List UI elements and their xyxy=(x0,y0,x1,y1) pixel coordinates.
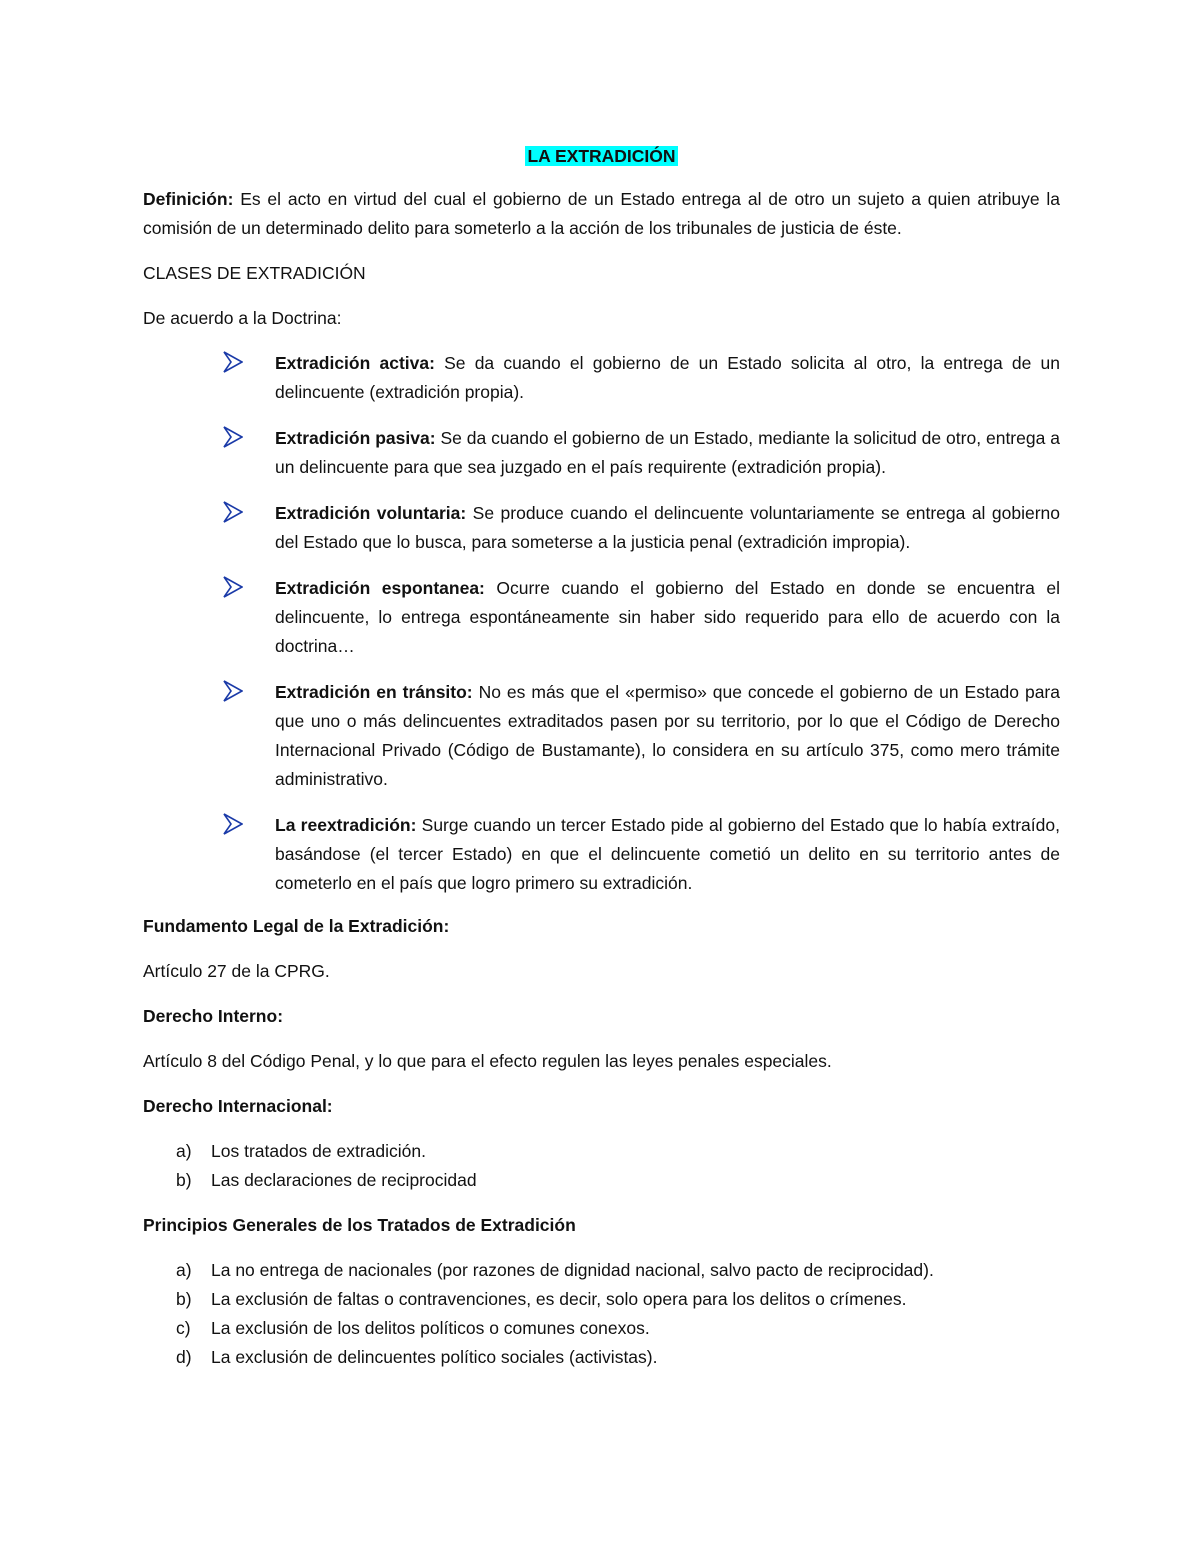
bullet-label: Extradición pasiva: xyxy=(275,428,436,448)
internal-law-text: Artículo 8 del Código Penal, y lo que para el efecto regulen las leyes penales especiales. xyxy=(143,1051,832,1071)
list-item xyxy=(143,1343,1060,1372)
legal-basis-heading: Fundamento Legal de la Extradición: xyxy=(143,916,450,936)
list-marker: b) xyxy=(176,1170,192,1190)
list-item-text: La exclusión de delincuentes político sociales (activistas). xyxy=(211,1347,658,1367)
page-title: LA EXTRADICIÓN xyxy=(527,146,676,166)
list-item xyxy=(143,1314,1060,1343)
bullet-label: Extradición voluntaria: xyxy=(275,503,467,523)
definition-text: Es el acto en virtud del cual el gobierno de un Estado entrega al de otro un sujeto a quien atribuye la comisión de un determinado delito para someterlo a la acción de los tribunales de justicia de éste. xyxy=(143,189,1060,238)
doctrine-intro: De acuerdo a la Doctrina: xyxy=(143,308,342,328)
bullet-text: Se da cuando el gobierno de un Estado, mediante la solicitud de otro, entrega a un delincuente para que sea juzgado en el país requirente (extradición propia). xyxy=(275,428,1060,477)
list-item-text: Los tratados de extradición. xyxy=(211,1141,426,1161)
arrowhead-bullet-icon xyxy=(223,351,243,373)
international-law-heading: Derecho Internacional: xyxy=(143,1096,333,1116)
bullet-label: Extradición en tránsito: xyxy=(275,682,473,702)
extradition-types-list xyxy=(143,349,1060,898)
bullet-label: Extradición espontanea: xyxy=(275,578,485,598)
list-marker: a) xyxy=(176,1141,192,1161)
list-marker: a) xyxy=(176,1260,192,1280)
document-body xyxy=(143,142,1060,1388)
definition-label: Definición: xyxy=(143,189,234,209)
legal-basis-text: Artículo 27 de la CPRG. xyxy=(143,961,330,981)
bullet-text: No es más que el «permiso» que concede el gobierno de un Estado para que uno o más delincuentes extraditados pasen por su territorio, por lo que el Código de Derecho Internacional Privado (Código de Bustamante), lo considera en su artículo 375, como mero trámite administrativo. xyxy=(275,682,1060,789)
bullet-label: La reextradición: xyxy=(275,815,417,835)
list-marker: b) xyxy=(176,1289,192,1309)
principles-heading: Principios Generales de los Tratados de Extradición xyxy=(143,1215,576,1235)
bullet-text: Se produce cuando el delincuente voluntariamente se entrega al gobierno del Estado que lo busca, para someterse a la justicia penal (extradición impropia). xyxy=(275,503,1061,552)
internal-law-heading: Derecho Interno: xyxy=(143,1006,284,1026)
arrowhead-bullet-icon xyxy=(223,813,243,835)
list-item-text: La exclusión de faltas o contravenciones, es decir, solo opera para los delitos o crímenes. xyxy=(211,1289,907,1309)
list-item xyxy=(143,1256,1060,1285)
list-item-text: La no entrega de nacionales (por razones de dignidad nacional, salvo pacto de reciprocidad). xyxy=(211,1260,934,1280)
bullet-text: Se da cuando el gobierno de un Estado solicita al otro, la entrega de un delincuente (extradición propia). xyxy=(275,353,1060,402)
international-law-list xyxy=(143,1137,1060,1195)
arrowhead-bullet-icon xyxy=(223,426,243,448)
list-marker: d) xyxy=(176,1347,192,1367)
bullet-label: Extradición activa: xyxy=(275,353,435,373)
arrowhead-bullet-icon xyxy=(223,576,243,598)
classes-heading: CLASES DE EXTRADICIÓN xyxy=(143,263,366,283)
principles-list xyxy=(143,1256,1060,1372)
list-item xyxy=(143,574,1060,661)
list-item xyxy=(143,811,1060,898)
definition-paragraph xyxy=(143,185,1060,243)
list-item xyxy=(143,1285,1060,1314)
bullet-text: Surge cuando un tercer Estado pide al gobierno del Estado que lo había extraído, basándose (el tercer Estado) en que el delincuente cometió un delito en su territorio antes de cometerlo en el país que logro primero su extradición. xyxy=(275,815,1060,893)
list-marker: c) xyxy=(176,1318,191,1338)
list-item xyxy=(143,1137,1060,1166)
arrowhead-bullet-icon xyxy=(223,501,243,523)
arrowhead-bullet-icon xyxy=(223,680,243,702)
list-item xyxy=(143,499,1060,557)
list-item xyxy=(143,349,1060,407)
bullet-text: Ocurre cuando el gobierno del Estado en donde se encuentra el delincuente, lo entrega espontáneamente sin haber sido requerido para ello de acuerdo con la doctrina… xyxy=(275,578,1060,656)
list-item-text: La exclusión de los delitos políticos o comunes conexos. xyxy=(211,1318,650,1338)
list-item xyxy=(143,424,1060,482)
list-item xyxy=(143,678,1060,794)
list-item xyxy=(143,1166,1060,1195)
list-item-text: Las declaraciones de reciprocidad xyxy=(211,1170,477,1190)
